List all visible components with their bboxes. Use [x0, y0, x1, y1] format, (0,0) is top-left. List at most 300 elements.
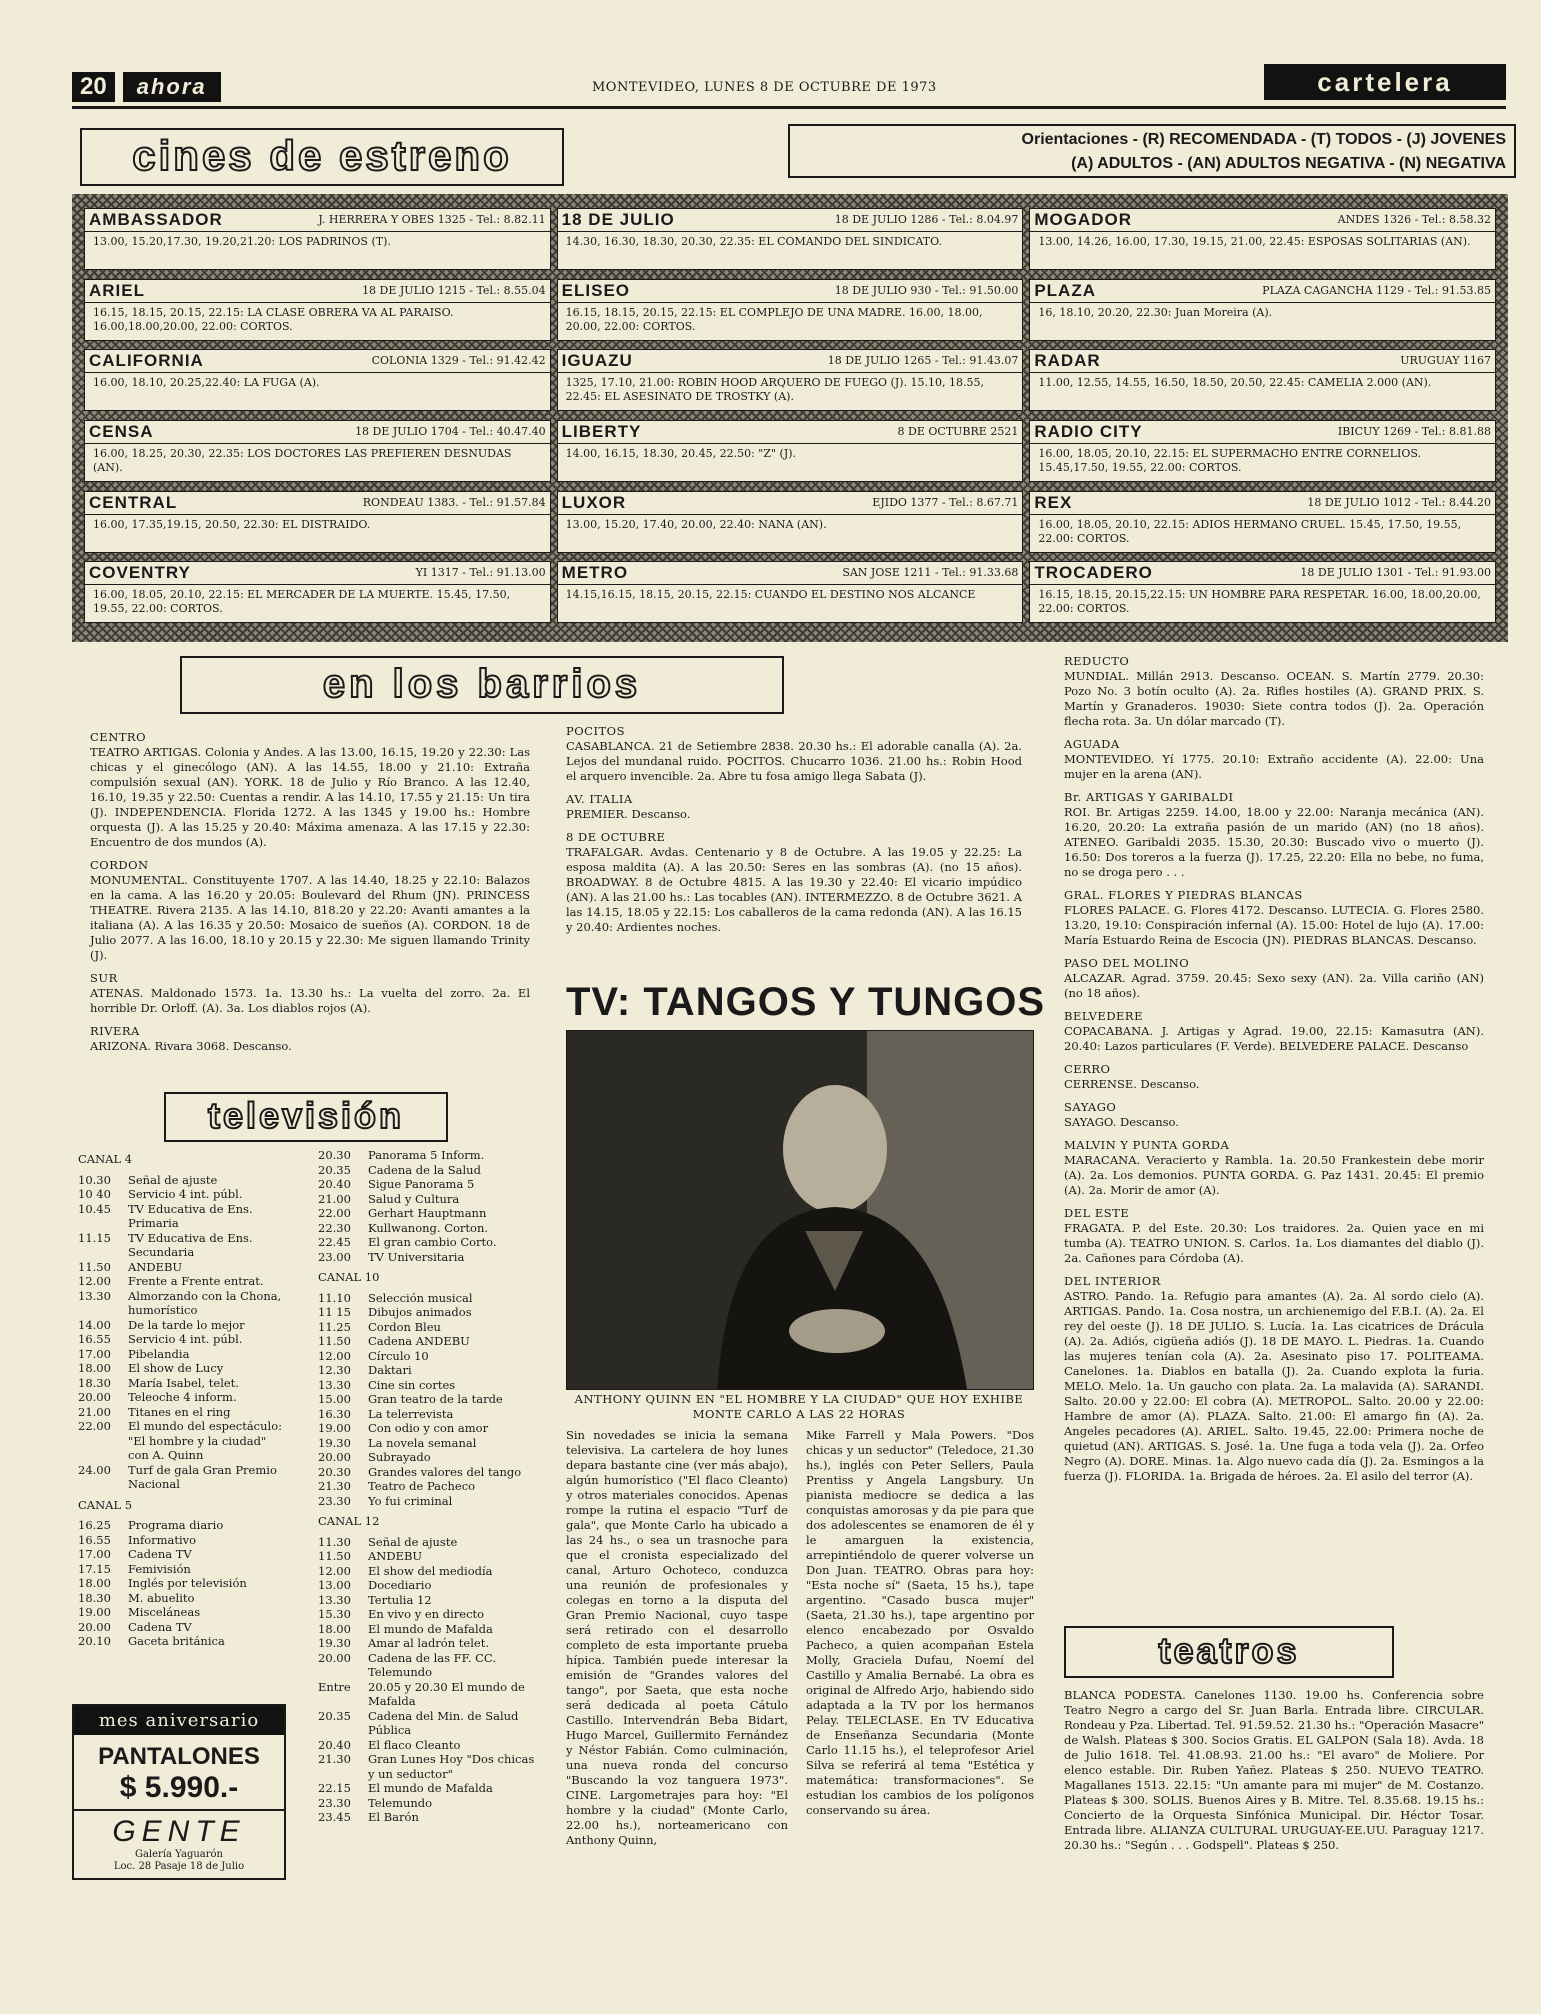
program-time: 20.30	[318, 1464, 351, 1479]
cinema-name: COVENTRY	[89, 563, 191, 583]
barrio-text: ROI. Br. Artigas 2259. 14.00, 18.00 y 22.00: Naranja mecánica (AN). 16.20, 20.20: La extraña pasión de un marido (AN) (no 18 años). ATENEO. Garibaldi 2035. 15.30, 20.30: Buscado vivo o muerto (J). 16.50: Dos toreros a la fuerza (J). 17.25, 22.20: Ella no bebe, no fuma, no se droga pero . . .	[1064, 805, 1484, 879]
cinema-name: AMBASSADOR	[89, 210, 223, 229]
tv-column-2	[318, 1148, 538, 1825]
program-time: 19.30	[318, 1636, 351, 1650]
tv-program-row	[318, 1709, 538, 1738]
barrio-heading: RIVERA	[90, 1024, 140, 1038]
program-title: Grandes valores del tango	[368, 1464, 522, 1479]
tv-program-row	[318, 1450, 538, 1465]
cinema-name: LIBERTY	[561, 421, 642, 441]
program-title: Informativo	[128, 1532, 197, 1547]
program-time: 16.55	[78, 1532, 111, 1547]
tv-program-row	[318, 1334, 538, 1349]
program-time: 18.00	[78, 1361, 111, 1375]
cinema-header	[1030, 350, 1495, 373]
program-title: Docediario	[368, 1578, 432, 1592]
ad-address2: Loc. 28 Pasaje 18 de Julio	[113, 1861, 245, 1872]
program-time: 15.00	[318, 1392, 351, 1406]
teatros-text: BLANCA PODESTA. Canelones 1130. 19.00 hs. Conferencia sobre Teatro Negro a cargo del Sr. Juan Barla. Entrada libre. CIRCULAR. Rondeau y Pza. Libertad. Tel. 91.59.52. 21.30 hs.: "Operación Masacre" de Walsh. Plateas $ 300. Socios Gratis. EL GALPON (Sala 18). Avda. 18 de Julio 1618. Tel. 41.08.93. 21.00 hs.: "El avaro" de Moliere. Por elenco estable. Dir. Ruben Yañez. Plateas $ 250. NUEVO TEATRO. Magallanes 1513. 22.15: "Un amante para mi mujer" de M. Costanzo. Plateas $ 300. SOLIS. Buenos Aires y B. Mitre. Tel. 8.35.68. 19.15 hs.: Concierto de la Orquesta Sinfónica Municipal. Dir. Héctor Tosar. Entrada libre. ALIANZA CULTURAL URUGUAY-EE.UU. Paraguay 1217. 20.30 hs.: "Según . . . Godspell". Plateas $ 250.	[1064, 1688, 1484, 1852]
cinema-header	[558, 562, 1023, 585]
tv-program-row	[318, 1378, 538, 1393]
cinema-address: EJIDO 1377 - Tel.: 8.67.71	[872, 495, 1019, 509]
program-title: Gran teatro de la tarde	[368, 1392, 503, 1406]
photo-illustration	[567, 1031, 1033, 1389]
program-title: El flaco Cleanto	[368, 1737, 461, 1752]
program-title: Yo fui criminal	[368, 1493, 453, 1508]
barrio-text: COPACABANA. J. Artigas y Agrad. 19.00, 22.15: Kamasutra (AN). 20.40: Lazos particulares (F. Verde). BELVEDERE PALACE. Descanso	[1064, 1024, 1484, 1053]
cinema-header	[85, 562, 550, 585]
tv-program-row	[318, 1535, 538, 1550]
program-time: 11.10	[318, 1290, 351, 1305]
tv-program-row	[318, 1752, 538, 1781]
ad-brand: GENTE	[112, 1815, 246, 1848]
tv-program-row	[318, 1250, 538, 1265]
tv-program-row	[78, 1390, 290, 1405]
tv-program-row	[78, 1405, 290, 1420]
channel-heading: CANAL 4	[78, 1152, 133, 1166]
barrio-heading: AV. ITALIA	[566, 792, 633, 806]
tv-program-row	[318, 1235, 538, 1250]
tv-program-row	[318, 1494, 538, 1509]
barrio-text: ATENAS. Maldonado 1573. 1a. 13.30 hs.: La vuelta del zorro. 2a. El horrible Dr. Orloff. (A). 3a. Los diablos rojos (A).	[90, 986, 530, 1015]
barrio-text: MONTEVIDEO. Yí 1775. 20.10: Extraño accidente (A). 22.00: Una mujer en la arena (AN).	[1064, 752, 1484, 781]
program-title: Femivisión	[128, 1561, 191, 1576]
barrio-text: ARIZONA. Rivara 3068. Descanso.	[90, 1039, 292, 1053]
cinema-listing	[557, 279, 1024, 341]
tv-program-row	[78, 1231, 290, 1260]
tv-program-row	[78, 1202, 290, 1231]
program-time: 23.30	[318, 1493, 351, 1508]
program-time: 13.30	[318, 1377, 351, 1392]
program-time: 12.00	[78, 1274, 111, 1288]
program-title: Selección musical	[368, 1290, 473, 1305]
barrio-heading: DEL INTERIOR	[1064, 1274, 1161, 1288]
tv-program-row	[78, 1576, 290, 1591]
barrio-text: MUNDIAL. Millán 2913. Descanso. OCEAN. S. Martín 2779. 20.30: Pozo No. 3 botín oculto (A). 2a. Rifles hostiles (A). GRAND PRIX. S. Martín y Granaderos. 19030: Siete contra todos (J). 2a. Operación flecha rota. 3a. Un dólar marcado (T).	[1064, 669, 1484, 728]
program-time: 23.30	[318, 1795, 351, 1810]
program-title: Subrayado	[368, 1450, 431, 1464]
program-time: 22.45	[318, 1235, 351, 1249]
cinema-listing	[84, 279, 551, 341]
tv-program-row	[78, 1605, 290, 1620]
program-time: 21.30	[318, 1479, 351, 1493]
program-time: 20.40	[318, 1177, 351, 1191]
cinema-listing	[557, 491, 1024, 553]
cinema-header	[1030, 562, 1495, 585]
program-title: Señal de ajuste	[368, 1534, 458, 1549]
tv-program-row	[78, 1260, 290, 1275]
barrio-heading: 8 DE OCTUBRE	[566, 830, 666, 844]
barrio-section	[566, 724, 1022, 784]
program-title: Daktari	[368, 1363, 412, 1377]
tv-program-row	[318, 1421, 538, 1436]
program-time: 14.00	[78, 1317, 111, 1332]
gente-advert	[72, 1704, 286, 1880]
cinema-header	[85, 421, 550, 444]
cinema-showtimes: 16.00, 18.05, 20.10, 22.15: EL SUPERMACHO ENTRE CORNELIOS. 15.45,17.50, 19.55, 22.00: CORTOS.	[1038, 446, 1422, 474]
program-time: 13.00	[318, 1578, 351, 1592]
barrio-section	[90, 730, 530, 850]
tv-program-row	[318, 1549, 538, 1564]
program-title: El mundo de Mafalda	[368, 1781, 493, 1795]
cinema-name: ELISEO	[561, 280, 631, 300]
program-time: 21.00	[78, 1404, 111, 1419]
cinema-header	[1030, 421, 1495, 444]
tv-program-row	[78, 1634, 290, 1649]
program-title: Salud y Cultura	[368, 1191, 460, 1206]
orientaciones-line1: Orientaciones - (R) RECOMENDADA - (T) TODOS - (J) JOVENES	[1021, 131, 1506, 148]
program-title: Misceláneas	[128, 1605, 201, 1619]
tv-program-row	[318, 1607, 538, 1622]
program-title: Cadena del Min. de Salud Pública	[368, 1708, 519, 1737]
cinema-header	[558, 350, 1023, 373]
cinema-name: METRO	[561, 563, 629, 583]
feature-headline: TV: TANGOS Y TUNGOS	[566, 980, 1046, 1024]
cinema-grid	[72, 194, 1508, 642]
tv-program-row	[318, 1781, 538, 1796]
barrio-section	[566, 830, 1022, 935]
program-title: Cadena de la Salud	[368, 1162, 481, 1177]
tv-program-row	[78, 1361, 290, 1376]
cinema-showtimes: 13.00, 15.20,17.30, 19.20,21.20: LOS PADRINOS (T).	[93, 235, 391, 248]
cinema-address: 18 DE JULIO 1286 - Tel.: 8.04.97	[834, 213, 1019, 226]
program-time: 13.30	[318, 1592, 351, 1607]
cinema-header	[1030, 492, 1495, 515]
barrio-text: MONUMENTAL. Constituyente 1707. A las 14.40, 18.25 y 22.10: Balazos en la cama. A las 16.20 y 20.05: Boulevard del Rhum (JN). PRINCESS THEATRE. Rivera 2135. A las 14.10, 818.20 y 22.20: Avanti amantes a la italiana (A). A las 16.35 y 20.50: Mosaico de sueños (A). CORDON. 18 de Julio 2077. A las 16.00, 18.10 y 20.15 y 22.30: Me siguen llamando Trinity (J).	[90, 873, 530, 962]
program-title: De la tarde lo mejor	[128, 1317, 245, 1332]
cinema-header	[558, 492, 1023, 515]
program-time: 21.30	[318, 1752, 351, 1766]
tv-program-row	[318, 1564, 538, 1579]
program-time: 22.15	[318, 1781, 351, 1795]
cinema-address: YI 1317 - Tel.: 91.13.00	[415, 566, 546, 580]
program-time: 17.15	[78, 1561, 111, 1576]
program-time: 12.00	[318, 1563, 351, 1578]
cinema-listing	[1029, 208, 1496, 270]
cinema-header	[85, 492, 550, 515]
tv-program-row	[318, 1738, 538, 1753]
barrio-heading: CORDON	[90, 858, 149, 872]
program-title: Con odio y con amor	[368, 1421, 489, 1435]
cinema-showtimes: 14.30, 16.30, 18.30, 20.30, 22.35: EL COMANDO DEL SINDICATO.	[565, 235, 943, 248]
barrio-section	[90, 1024, 530, 1054]
program-title: Almorzando con la Chona, humorístico	[128, 1288, 282, 1317]
program-time: 11.30	[318, 1534, 351, 1549]
barrio-heading: CENTRO	[90, 730, 147, 744]
tv-program-row	[78, 1562, 290, 1577]
barrio-section	[566, 792, 1022, 822]
barrio-section	[1064, 1206, 1484, 1266]
program-time: 11 15	[318, 1305, 351, 1319]
program-title: Cordon Bleu	[368, 1319, 441, 1334]
tv-program-row	[318, 1305, 538, 1320]
program-time: 20.00	[318, 1650, 351, 1665]
barrio-text: CASABLANCA. 21 de Setiembre 2838. 20.30 hs.: El adorable canalla (A). 2a. Lejos del mundanal ruido. POCITOS. Chucarro 1036. 21.00 hs.: Robin Hood el arquero invencible. 2a. Abre tu fosa amigo llega Sabata (J).	[566, 739, 1022, 783]
barrio-heading: MALVIN Y PUNTA GORDA	[1064, 1138, 1230, 1152]
tv-program-row	[318, 1810, 538, 1825]
program-time: 18.30	[78, 1375, 111, 1390]
program-title: TV Educativa de Ens. Secundaria	[128, 1230, 253, 1259]
tv-program-row	[78, 1533, 290, 1548]
barrio-text: CERRENSE. Descanso.	[1064, 1077, 1200, 1091]
cinema-header	[558, 280, 1023, 303]
masthead	[72, 72, 221, 102]
tv-program-row	[318, 1465, 538, 1480]
tv-program-row	[78, 1620, 290, 1635]
program-title: M. abuelito	[128, 1590, 195, 1605]
tv-program-row	[318, 1593, 538, 1608]
program-time: 17.00	[78, 1547, 111, 1561]
program-title: La novela semanal	[368, 1435, 477, 1450]
program-title: Dibujos animados	[368, 1305, 472, 1319]
cinema-name: REX	[1034, 492, 1073, 512]
program-title: Cadena TV	[128, 1619, 192, 1634]
tv-title: televisión	[164, 1092, 448, 1142]
program-time: 10.45	[78, 1201, 111, 1216]
program-title: Servicio 4 int. públ.	[128, 1332, 243, 1346]
cinema-name: MOGADOR	[1034, 210, 1132, 229]
cinema-listing	[1029, 491, 1496, 553]
barrio-text: MARACANA. Veracierto y Rambla. 1a. 20.50 Frankestein debe morir (A). 2a. Los demonios. PUNTA GORDA. G. Paz 1431. 20.45: El premio (A). 2a. Morir de amor (A).	[1064, 1153, 1484, 1197]
cinema-showtimes: 16, 18.10, 20.20, 22.30: Juan Moreira (A).	[1038, 305, 1273, 319]
program-time: 18.30	[78, 1590, 111, 1605]
dateline: MONTEVIDEO, LUNES 8 DE OCTUBRE DE 1973	[592, 80, 937, 95]
tv-program-row	[78, 1376, 290, 1391]
tv-program-row	[318, 1392, 538, 1407]
cinema-listing	[557, 208, 1024, 270]
barrio-text: FRAGATA. P. del Este. 20.30: Los traidores. 2a. Quien yace en mi tumba (A). TEATRO UNION. S. Carlos. 1a. Los diamantes del diablo (J). 2a. Cañones para Córdoba (A).	[1064, 1221, 1484, 1265]
tv-program-row	[318, 1680, 538, 1709]
program-time: 23.45	[318, 1810, 351, 1824]
tv-program-row	[78, 1547, 290, 1562]
photo-caption: ANTHONY QUINN EN "EL HOMBRE Y LA CIUDAD" QUE HOY EXHIBE MONTE CARLO A LAS 22 HORAS	[574, 1392, 1024, 1421]
program-time: 11.25	[318, 1319, 351, 1334]
program-title: Círculo 10	[368, 1348, 429, 1363]
program-time: 23.00	[318, 1249, 351, 1264]
cinema-name: CENSA	[89, 421, 154, 441]
cinema-header	[558, 209, 1023, 232]
barrio-section	[90, 858, 530, 963]
program-title: Gerhart Hauptmann	[368, 1206, 487, 1220]
program-time: 20.10	[78, 1634, 111, 1648]
cinema-address: URUGUAY 1167	[1400, 354, 1491, 368]
tv-program-row	[318, 1291, 538, 1306]
cinema-address: 18 DE JULIO 1215 - Tel.: 8.55.04	[362, 283, 546, 297]
cinema-listing	[84, 491, 551, 553]
cinema-header	[85, 350, 550, 373]
barrio-heading: PASO DEL MOLINO	[1064, 956, 1190, 970]
program-title: Teatro de Pacheco	[368, 1479, 476, 1493]
barrio-heading: CERRO	[1064, 1062, 1111, 1076]
barrios-middle-column	[566, 716, 1022, 935]
program-title: El mundo del espectáculo: "El hombre y la ciudad" con A. Quinn	[128, 1419, 283, 1462]
cinema-header	[558, 421, 1023, 444]
tv-program-row	[78, 1289, 290, 1318]
program-time: 12.30	[318, 1363, 351, 1377]
program-title: Señal de ajuste	[128, 1172, 218, 1187]
program-title: Amar al ladrón telet.	[368, 1636, 489, 1650]
program-time: 16.30	[318, 1406, 351, 1421]
tv-program-row	[78, 1591, 290, 1606]
program-time: 11.15	[78, 1230, 111, 1245]
barrio-section	[1064, 888, 1484, 948]
channel-heading: CANAL 10	[318, 1270, 380, 1284]
program-time: 13.30	[78, 1288, 111, 1303]
program-title: Frente a Frente entrat.	[128, 1274, 264, 1288]
cinema-listing	[1029, 349, 1496, 411]
program-title: Pibelandia	[128, 1346, 190, 1361]
program-time: 19.00	[78, 1605, 111, 1619]
program-title: Tertulia 12	[368, 1592, 432, 1607]
program-title: El mundo de Mafalda	[368, 1621, 493, 1636]
program-time: 20.35	[318, 1708, 351, 1723]
tv-program-row	[318, 1622, 538, 1637]
orientaciones-legend	[788, 124, 1516, 178]
cinema-showtimes: 16.15, 18.15, 20.15,22.15: UN HOMBRE PARA RESPETAR. 16.00, 18.00,20.00, 22.00: CORTOS.	[1038, 588, 1481, 616]
cinema-listing	[84, 561, 551, 623]
barrio-heading: SAYAGO	[1064, 1100, 1117, 1114]
program-time: 19.00	[318, 1421, 351, 1435]
tv-program-row	[318, 1163, 538, 1178]
tv-program-row	[78, 1274, 290, 1289]
program-title: Inglés por televisión	[128, 1576, 247, 1590]
cinema-name: TROCADERO	[1034, 563, 1153, 583]
cinema-showtimes: 11.00, 12.55, 14.55, 16.50, 18.50, 20.50, 22.45: CAMELIA 2.000 (AN).	[1038, 376, 1432, 390]
program-time: 16.25	[78, 1518, 111, 1532]
cinema-name: LUXOR	[561, 492, 627, 512]
cinema-listing	[1029, 420, 1496, 482]
cinema-address: COLONIA 1329 - Tel.: 91.42.42	[371, 354, 546, 368]
channel-heading: CANAL 12	[318, 1514, 380, 1528]
program-title: Panorama 5 Inform.	[368, 1148, 485, 1162]
cinema-listing	[1029, 279, 1496, 341]
program-time: Entre	[318, 1679, 351, 1694]
program-time: 22.30	[318, 1220, 351, 1235]
ad-line1: mes aniversario	[74, 1706, 284, 1735]
program-title: ANDEBU	[368, 1549, 423, 1563]
program-title: Cadena TV	[128, 1547, 192, 1561]
cinema-listing	[84, 420, 551, 482]
cinema-showtimes: 16.00, 18.05, 20.10, 22.15: ADIOS HERMANO CRUEL. 15.45, 17.50, 19.55, 22.00: CORTOS.	[1038, 517, 1462, 545]
program-time: 22.00	[318, 1206, 351, 1220]
brand-logo: ahora	[123, 72, 221, 102]
cinema-name: CENTRAL	[89, 492, 178, 512]
cinema-address: 18 DE JULIO 930 - Tel.: 91.50.00	[834, 283, 1019, 297]
barrio-text: TEATRO ARTIGAS. Colonia y Andes. A las 13.00, 16.15, 19.20 y 22.30: Las chicas y el ginecólogo (AN). A las 14.55, 18.00 y 21.10: Extraña compulsión sexual (AN). YORK. 18 de Julio y Río Branco. A las 12.40, 16.10, 19.35 y 22.50: Cuentas a rendir. A las 14.10, 17.55 y 21.15: Un tira (J). INDEPENDENCIA. Florida 1272. A las 1345 y 19.00 hs.: Hombre orquesta (J). A las 15.25 y 20.40: Máxima amenaza. A las 17.15 y 22.30: Encuentro de dos mundos (A).	[90, 745, 530, 849]
barrio-heading: POCITOS	[566, 724, 625, 738]
program-title: Cadena ANDEBU	[368, 1334, 470, 1348]
barrio-text: TRAFALGAR. Avdas. Centenario y 8 de Octubre. A las 19.05 y 22.25: La esposa maldita (A). A las 20.50: Seres en las sombras (A). (no 15 años). BROADWAY. 8 de Octubre 4815. A las 19.30 y 22.40: El vicario impúdico (AN). A las 21.00 hs.: Las tocables (AN). INTERMEZZO. 8 de Octubre 3621. A las 14.15, 18.05 y 22.15: Los caballeros de la cama redonda (AN). A las 16.15 y 20.40: Ardientes noches.	[566, 845, 1022, 934]
program-title: El show del mediodía	[368, 1563, 493, 1578]
cinema-address: 8 DE OCTUBRE 2521	[897, 424, 1019, 438]
tv-program-row	[78, 1463, 290, 1492]
program-title: Programa diario	[128, 1518, 224, 1532]
cinema-address: 18 DE JULIO 1012 - Tel.: 8.44.20	[1307, 495, 1491, 509]
cinema-listing	[557, 420, 1024, 482]
barrio-section	[1064, 1138, 1484, 1198]
program-title: Cine sin cortes	[368, 1377, 456, 1392]
program-time: 15.30	[318, 1607, 351, 1621]
cinema-showtimes: 16.00, 18.25, 20.30, 22.35: LOS DOCTORES LAS PREFIEREN DESNUDAS (AN).	[93, 446, 512, 474]
program-title: Cadena de las FF. CC. Telemundo	[368, 1650, 496, 1679]
feature-column-2: Mike Farrell y Mala Powers. "Dos chicas y un seductor" (Teledoce, 21.30 hs.), inglés con Peter Sellers, Paula Prentiss y Angela Langsbury. Un pianista mediocre se dedica a las conquistas amorosas y da pie para que dos adolescentes se enamoren de él y le amarguen la existencia, arrepintiéndolo de querer volverse un Don Juan. TEATRO. Obras para hoy: "Esta noche sí" (Saeta, 15 hs.), tape argentino. "Casado busca mujer" (Saeta, 21.30 hs.), tape argentino por elenco encabezado por Osvaldo Pacheco, a quien acompañan Estela Molly, Graciela Dufau, Noemí del Castillo y Amalia Bernabé. La obra es original de Alfredo Arjo, habiendo sido adaptada a la TV por los hermanos Pelay. TELECLASE. En TV Educativa de Enseñanza Secundaria (Monte Carlo 11.15 hs.), el teleprofesor Ariel Silva se referirá al tema "Estética y matemática: transformaciones". Se estudian los cambios de los polígonos conservando su área.	[806, 1428, 1034, 1817]
tv-program-row	[318, 1363, 538, 1378]
barrio-heading: Br. ARTIGAS Y GARIBALDI	[1064, 790, 1234, 804]
barrio-section	[1064, 1062, 1484, 1092]
tv-program-row	[318, 1177, 538, 1192]
barrio-section	[1064, 1274, 1484, 1484]
program-time: 24.00	[78, 1462, 111, 1477]
cinema-header	[85, 280, 550, 303]
cinema-listing	[557, 561, 1024, 623]
top-rule	[72, 106, 1506, 109]
barrio-section	[1064, 654, 1484, 729]
cinema-showtimes: 16.00, 18.10, 20.25,22.40: LA FUGA (A).	[93, 376, 320, 390]
barrios-left-column	[90, 722, 530, 1054]
cinema-showtimes: 13.00, 14.26, 16.00, 17.30, 19.15, 21.00, 22.45: ESPOSAS SOLITARIAS (AN).	[1038, 235, 1471, 248]
page-number: 20	[72, 72, 115, 102]
tv-program-row	[318, 1651, 538, 1680]
feature-column-1: Sin novedades se inicia la semana televisiva. La cartelera de hoy lunes depara bastante cine (ver más abajo), algún humorístico ("El flaco Cleanto) y otros materiales conocidos. Apenas rompe la rutina el espacio "Turf de gala", que Monte Carlo ha ubicado a las 24 hs., o sea un trasnoche para que el cronista especializado del canal, Arturo Ochoteco, conduzca una reunión de profesionales y colegas en torno a la disputa del Gran Premio Nacional, cuyo taspe será retirado con el desarrollo completo de esta importante prueba hípica. También puede interesar la emisión de "Grandes valores del tango", por Saeta, que esta noche será dedicada al poeta Cátulo Castillo. Intervendrán Beba Bidart, Hugo Marcel, Guillermito Fernández y Néstor Fabián. Como culminación, una nueva ronda del concurso "Buscando la voz tanguera 1973". CINE. Largometrajes para hoy: "El hombre y la ciudad" (Monte Carlo, 22.00 hs.), norteamericano con Anthony Quinn,	[566, 1428, 788, 1847]
tv-program-row	[318, 1578, 538, 1593]
program-time: 10.30	[78, 1172, 111, 1187]
barrio-section	[1064, 1100, 1484, 1130]
tv-program-row	[318, 1479, 538, 1494]
cinema-header	[85, 209, 550, 232]
program-time: 20.30	[318, 1148, 351, 1162]
barrio-text: ALCAZAR. Agrad. 3759. 20.45: Sexo sexy (AN). 2a. Villa cariño (AN) (no 18 años).	[1064, 971, 1484, 1000]
cinema-name: IGUAZU	[561, 351, 633, 371]
tv-program-row	[318, 1349, 538, 1364]
program-time: 20.00	[78, 1619, 111, 1634]
program-title: Gaceta británica	[128, 1634, 225, 1648]
barrios-right-column	[1064, 646, 1484, 1484]
tv-program-row	[318, 1192, 538, 1207]
tv-program-row	[78, 1332, 290, 1347]
program-title: Turf de gala Gran Premio Nacional	[128, 1462, 277, 1491]
program-title: Servicio 4 int. públ.	[128, 1187, 243, 1201]
cinema-showtimes: 14.15,16.15, 18.15, 20.15, 22.15: CUANDO EL DESTINO NOS ALCANCE	[565, 588, 976, 602]
program-time: 11.50	[318, 1334, 351, 1348]
barrio-text: ASTRO. Pando. 1a. Refugio para amantes (A). 2a. Al sordo cielo (A). ARTIGAS. Pando. 1a. Cosa nostra, un archienemigo del F.B.I. (A). 2a. El rey del oeste (J). 18 DE JULIO. S. Lucía. 1a. Las cicatrices de Drácula (A). 2a. Adiós, cigüeña adiós (J). 18 DE MAYO. L. Piedras. 1a. Cuando las mujeres tenían cola (A). 2a. Asesinato piso 17. POLITEAMA. Canelones. 1a. Diablos en batalla (J). 2a. Cuando explota la furia. MELO. Melo. 1a. Un gaucho con plata. 2a. La malavida (A). SARANDI. Salto. 20.00 y 22.00: El cobra (A). METROPOL. Salto. 20.00 y 22.00: Hambre de amor (A). PLAZA. Salto. 21.00: El amargo fin (A). 2a. Angeles pecadores (A). ARIEL. Salto. 19.45, 22.00: Primera noche de quietud (AN). ARTIGAS. S. José. 1a. Une fuga a toda vela (J). 2a. Orfeo Negro (A). DORE. Minas. 1a. Algo nuevo cada día (J). 2a. Esmingos a la fuerza (J). FLORIDA. 1a. Brigada de héroes. 2a. El asilo del terror (A).	[1064, 1289, 1484, 1483]
barrio-heading: REDUCTO	[1064, 654, 1130, 668]
program-time: 11.50	[78, 1259, 111, 1274]
program-time: 16.55	[78, 1332, 111, 1346]
program-title: Kullwanong. Corton.	[368, 1220, 489, 1235]
cinema-showtimes: 1325, 17.10, 21.00: ROBIN HOOD ARQUERO DE FUEGO (J). 15.10, 18.55, 22.45: EL ASESINATO DE TROSTKY (A).	[565, 376, 984, 404]
cinema-listing	[84, 208, 551, 270]
program-title: TV Educativa de Ens. Primaria	[128, 1201, 253, 1230]
cinema-address: 18 DE JULIO 1265 - Tel.: 91.43.07	[827, 354, 1019, 368]
tv-program-row	[78, 1318, 290, 1333]
barrio-heading: AGUADA	[1064, 737, 1120, 751]
program-title: La telerrevista	[368, 1406, 454, 1421]
estreno-title: cines de estreno	[80, 128, 564, 186]
barrio-section	[1064, 737, 1484, 782]
tv-program-row	[318, 1796, 538, 1811]
barrio-heading: GRAL. FLORES Y PIEDRAS BLANCAS	[1064, 888, 1303, 902]
cinema-address: RONDEAU 1383. - Tel.: 91.57.84	[362, 495, 546, 509]
tv-program-row	[78, 1347, 290, 1362]
barrios-title: en los barrios	[180, 656, 784, 714]
tv-program-row	[318, 1148, 538, 1163]
cinema-name: CALIFORNIA	[89, 351, 204, 371]
program-time: 22.00	[78, 1419, 111, 1433]
program-title: El gran cambio Corto.	[368, 1235, 497, 1249]
teatros-title: teatros	[1064, 1626, 1394, 1678]
program-time: 10 40	[78, 1187, 111, 1201]
program-title: ANDEBU	[128, 1259, 183, 1274]
